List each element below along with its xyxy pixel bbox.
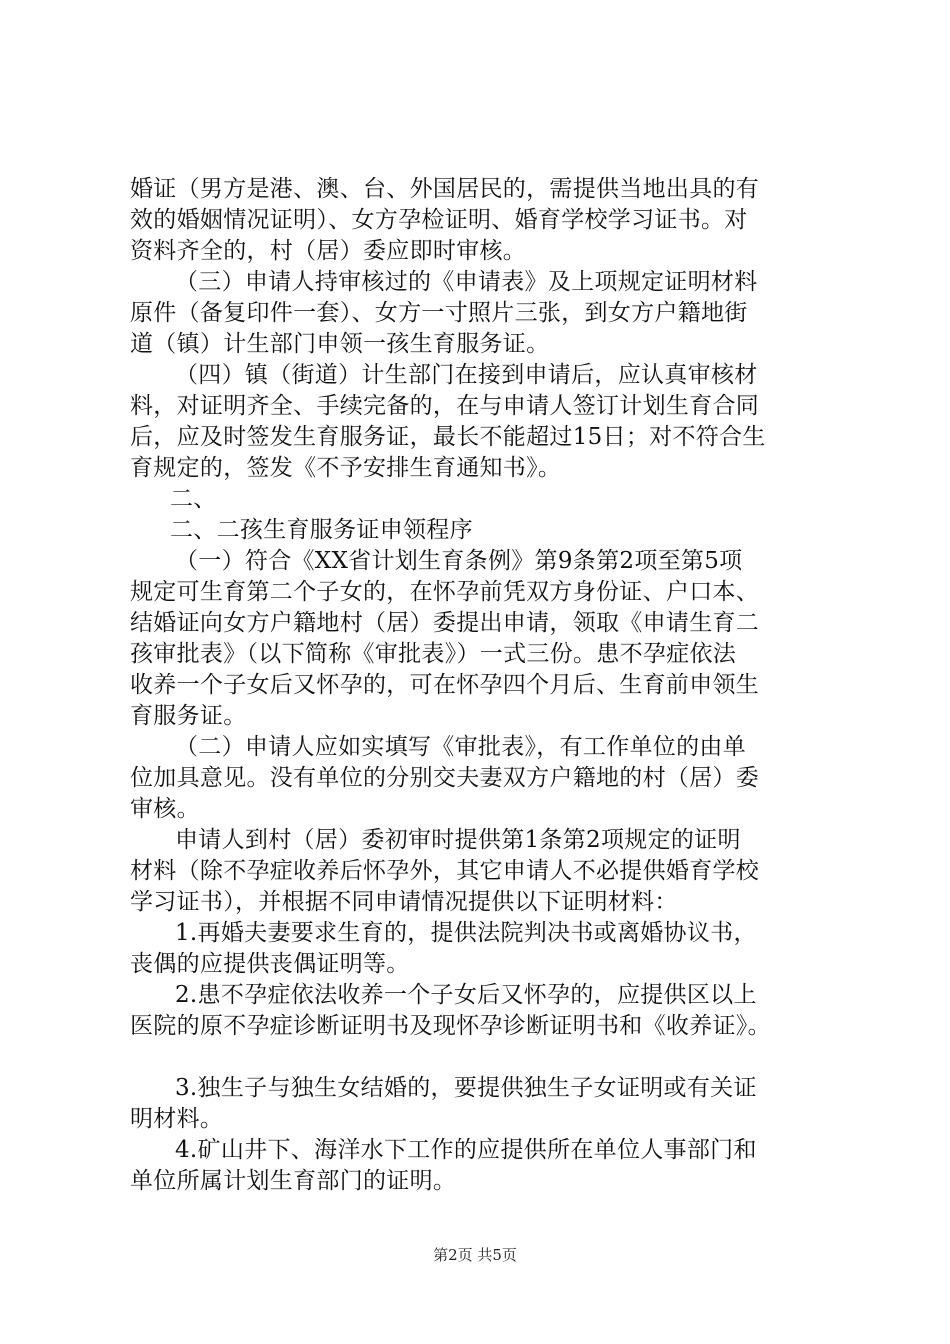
- text-line: 结婚证向女方户籍地村（居）委提出申请，领取《申请生育二: [130, 610, 760, 636]
- text-line: 资料齐全的，村（居）委应即时审核。: [130, 238, 527, 264]
- text-line: 审核。: [130, 796, 200, 822]
- text-line: 学习证书），并根据不同申请情况提供以下证明材料：: [130, 889, 678, 915]
- text-line: （三）申请人持审核过的《申请表》及上项规定证明材料: [175, 269, 758, 295]
- text-line: 材料（除不孕症收养后怀孕外，其它申请人不必提供婚育学校: [130, 858, 760, 884]
- text-line: 4.矿山井下、海洋水下工作的应提供所在单位人事部门和: [175, 1137, 757, 1163]
- text-line: 3.独生子与独生女结婚的，要提供独生子女证明或有关证: [175, 1075, 757, 1101]
- text-line: 丧偶的应提供丧偶证明等。: [130, 951, 410, 977]
- text-line: 位加具意见。没有单位的分别交夫妻双方户籍地的村（居）委: [130, 765, 760, 791]
- section-heading: 二、二孩生育服务证申领程序: [170, 517, 473, 543]
- text-line: （四）镇（街道）计生部门在接到申请后，应认真审核材: [175, 362, 758, 388]
- page-number-footer: 第2页 共5页: [433, 1246, 517, 1264]
- text-line: 明材料。: [130, 1106, 224, 1132]
- text-line: 2.患不孕症依法收养一个子女后又怀孕的，应提供区以上: [175, 982, 757, 1008]
- section-heading: 二、: [170, 486, 217, 512]
- text-line: 1.再婚夫妻要求生育的，提供法院判决书或离婚协议书，: [175, 920, 757, 946]
- text-line: 道（镇）计生部门申领一孩生育服务证。: [130, 331, 550, 357]
- text-line: 育服务证。: [130, 703, 247, 729]
- text-line: 婚证（男方是港、澳、台、外国居民的，需提供当地出具的有: [130, 176, 760, 202]
- text-line: 医院的原不孕症诊断证明书及现怀孕诊断证明书和《收养证》。: [130, 1013, 771, 1039]
- text-line: 育规定的，签发《不予安排生育通知书》。: [130, 455, 562, 481]
- text-line: 规定可生育第二个子女的，在怀孕前凭双方身份证、户口本、: [130, 579, 760, 605]
- text-line: （一）符合《XX省计划生育条例》第9条第2项至第5项: [175, 548, 743, 574]
- document-body: [130, 174, 830, 1197]
- text-line: 后，应及时签发生育服务证，最长不能超过15日；对不符合生: [130, 424, 766, 450]
- text-line: 效的婚姻情况证明）、女方孕检证明、婚育学校学习证书。对: [130, 207, 748, 233]
- text-line: 孩审批表》（以下简称《审批表》）一式三份。患不孕症依法: [130, 641, 737, 667]
- text-line: 收养一个子女后又怀孕的，可在怀孕四个月后、生育前申领生: [130, 672, 760, 698]
- text-line: 申请人到村（居）委初审时提供第1条第2项规定的证明: [175, 827, 741, 853]
- text-line: 料，对证明齐全、手续完备的，在与申请人签订计划生育合同: [130, 393, 760, 419]
- text-line: 单位所属计划生育部门的证明。: [130, 1168, 457, 1194]
- text-line: （二）申请人应如实填写《审批表》，有工作单位的由单: [175, 734, 746, 760]
- blank-line: [130, 1042, 830, 1073]
- text-line: 原件（备复印件一套）、女方一寸照片三张，到女方户籍地街: [130, 300, 748, 326]
